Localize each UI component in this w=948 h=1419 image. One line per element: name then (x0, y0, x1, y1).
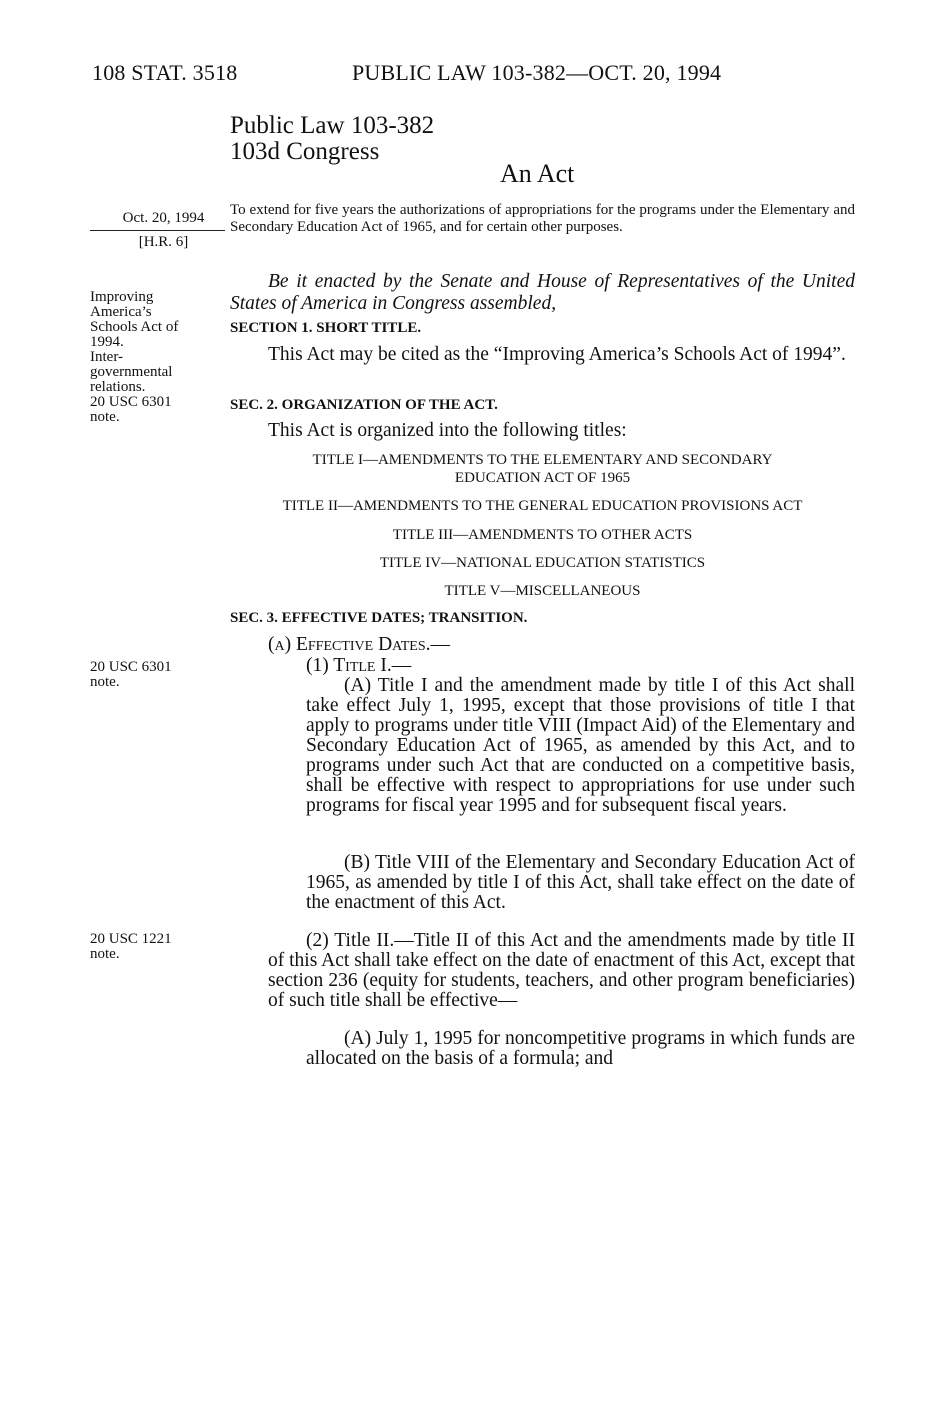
enactment-date: Oct. 20, 1994 (122, 210, 205, 226)
title-list-item: TITLE II—AMENDMENTS TO THE GENERAL EDUCATION PROVISIONS ACT (282, 498, 803, 514)
paragraph-1B: (B) Title VIII of the Elementary and Secondary Education Act of 1965, as amended by title I of this Act, shall take effect on the date of the enactment of this Act. (306, 852, 855, 913)
page-stat-number: 108 STAT. 3518 (92, 60, 238, 85)
section-2-intro: This Act is organized into the following titles: (268, 420, 627, 441)
margin-note-title-i (90, 660, 172, 690)
title-list-item: TITLE V—MISCELLANEOUS (444, 583, 641, 599)
margin-note-line: note. (90, 946, 120, 962)
congress-number: 103d Congress (230, 138, 380, 165)
title-list-item: EDUCATION ACT OF 1965 (454, 470, 631, 486)
section-3-heading: SEC. 3. EFFECTIVE DATES; TRANSITION. (230, 610, 528, 626)
margin-note-line: 1994. (90, 334, 124, 350)
paragraph-2: (2) Title II.—Title II of this Act and the amendments made by title II of this Act shall take effect on the date of enactment of this Act, except that section 236 (equity for students, teachers, and other program beneficiaries) of such title shall be effective— (268, 930, 855, 1011)
margin-note-line: 20 USC 6301 (90, 659, 172, 675)
an-act-heading: An Act (500, 159, 575, 188)
date-divider (90, 230, 225, 231)
margin-note-line: Improving (90, 289, 154, 305)
paragraph-1-label: (1) Title I.— (306, 655, 412, 676)
public-law-number: Public Law 103-382 (230, 112, 435, 139)
section-2-heading: SEC. 2. ORGANIZATION OF THE ACT. (230, 397, 498, 413)
margin-note-line: governmental (90, 364, 173, 380)
enacting-clause: Be it enacted by the Senate and House of Representatives of the United States of America in Congress assembled, (230, 271, 855, 314)
margin-note-line: Schools Act of (90, 319, 179, 335)
margin-note-line: Inter- (90, 349, 124, 365)
section-1-heading: SECTION 1. SHORT TITLE. (230, 320, 422, 336)
paragraph-1A: (A) Title I and the amendment made by title I of this Act shall take effect July 1, 1995, except that those provisions of title I that apply to programs under title VIII (Impact Aid) of the Elementary and Secondary Education Act of 1965, as amended by this Act, and to programs under such Act that are conducted on a competitive basis, shall be effective with respect to appropriations for use under such programs for fiscal year 1995 and for subsequent fiscal years. (306, 675, 855, 816)
margin-note-line: note. (90, 674, 120, 690)
margin-note-line: 20 USC 1221 (90, 931, 172, 947)
paragraph-2A: (A) July 1, 1995 for noncompetitive programs in which funds are allocated on the basis of a formula; and (306, 1028, 855, 1069)
bill-number: [H.R. 6] (138, 234, 189, 250)
margin-note-title-ii (90, 932, 172, 962)
title-list-item: TITLE IV—NATIONAL EDUCATION STATISTICS (379, 555, 706, 571)
section-1-text: This Act may be cited as the “Improving America’s Schools Act of 1994”. (268, 344, 846, 365)
margin-note-line: relations. (90, 379, 146, 395)
margin-note-short-title (90, 290, 178, 425)
title-list-item: TITLE III—AMENDMENTS TO OTHER ACTS (392, 527, 693, 543)
margin-note-line: 20 USC 6301 (90, 394, 172, 410)
act-purpose: To extend for five years the authorizations of appropriations for the programs under the Elementary and Secondary Education Act of 1965, and for certain other purposes. (230, 202, 855, 235)
running-header: PUBLIC LAW 103-382—OCT. 20, 1994 (352, 60, 722, 85)
margin-note-line: America’s (90, 304, 152, 320)
date-bill-box (90, 210, 225, 251)
subsection-a-label: (a) Effective Dates.— (268, 634, 451, 655)
margin-note-line: note. (90, 409, 120, 425)
title-list-item: TITLE I—AMENDMENTS TO THE ELEMENTARY AND SECONDARY (312, 452, 773, 468)
